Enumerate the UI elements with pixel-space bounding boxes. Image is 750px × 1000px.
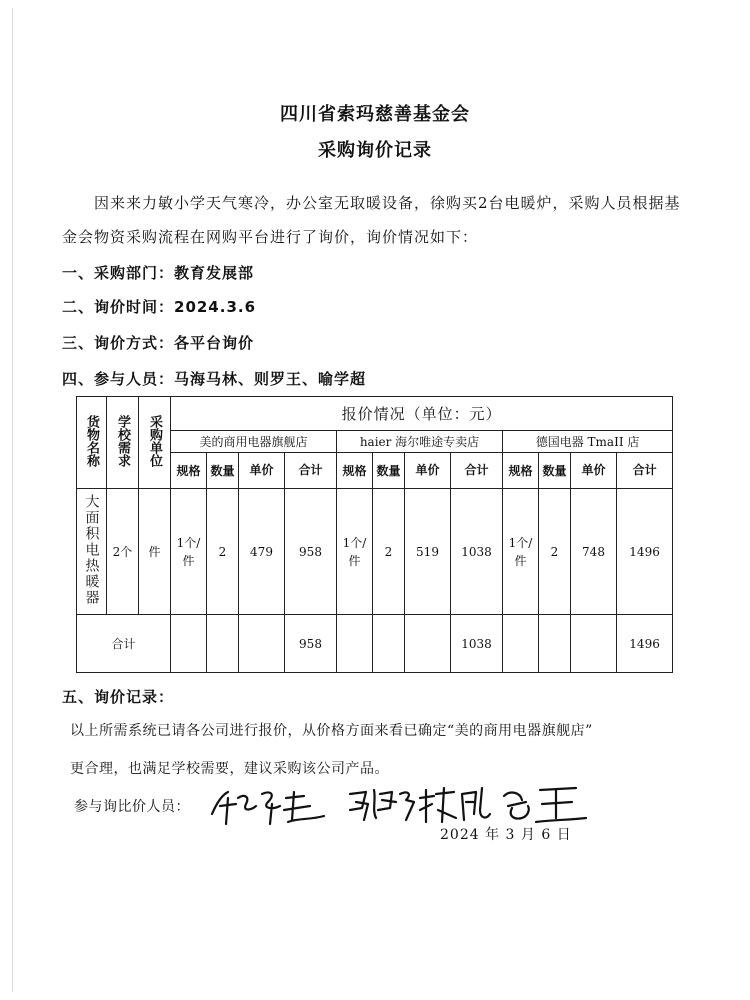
store-name: 德国电器 TmaII 店 [503, 431, 673, 453]
cell-spec: 1个/件 [171, 489, 207, 615]
subheader-total: 合计 [285, 453, 337, 489]
participants-label: 参与询比价人员： [74, 799, 190, 815]
cell-total: 1496 [617, 489, 673, 615]
section-record: 五、询价记录： [62, 688, 175, 706]
section-method: 三、询价方式：各平台询价 [62, 334, 255, 352]
total-value: 1038 [451, 615, 503, 673]
quote-header: 报价情况（单位：元） [171, 397, 673, 431]
subheader-qty: 数量 [207, 453, 239, 489]
cell-spec: 1个/件 [337, 489, 373, 615]
doc-title: 采购询价记录 [318, 140, 432, 161]
total-label: 合计 [77, 615, 171, 673]
section-time: 二、询价时间：2024.3.6 [62, 298, 257, 316]
store-name: haier 海尔唯途专卖店 [337, 431, 503, 453]
cell-need: 2个 [107, 489, 139, 615]
cell-spec: 1个/件 [503, 489, 539, 615]
cell-qty: 2 [207, 489, 239, 615]
cell-price: 479 [239, 489, 285, 615]
cell-qty: 2 [539, 489, 571, 615]
record-text-line-1: 以上所需系统已请各公司进行报价，从价格方面来看已确定“美的商用电器旗舰店” [70, 723, 593, 739]
header-unit: 采购单位 [139, 397, 171, 489]
table-row [77, 489, 673, 615]
cell-qty: 2 [373, 489, 405, 615]
cell-price: 519 [405, 489, 451, 615]
record-text-line-2: 更合理，也满足学校需要，建议采购该公司产品。 [70, 761, 389, 777]
section-dept: 一、采购部门：教育发展部 [62, 264, 255, 282]
subheader-qty: 数量 [539, 453, 571, 489]
subheader-price: 单价 [239, 453, 285, 489]
subheader-total: 合计 [617, 453, 673, 489]
header-need: 学校需求 [107, 397, 139, 489]
subheader-total: 合计 [451, 453, 503, 489]
document-date: 2024 年 3 月 6 日 [440, 827, 572, 843]
subheader-spec: 规格 [503, 453, 539, 489]
intro-paragraph: 因来来力敏小学天气寒冷，办公室无取暖设备，徐购买2台电暖炉，采购人员根据基金会物资采购流程在网购平台进行了询价，询价情况如下： [62, 194, 681, 246]
cell-goods: 大面积电热暖器 [77, 489, 107, 615]
signature-mahai-malin [346, 780, 460, 830]
subheader-spec: 规格 [337, 453, 373, 489]
total-row [77, 615, 673, 673]
org-title: 四川省索玛慈善基金会 [280, 104, 470, 125]
total-value: 1496 [617, 615, 673, 673]
cell-price: 748 [571, 489, 617, 615]
subheader-qty: 数量 [373, 453, 405, 489]
subheader-price: 单价 [405, 453, 451, 489]
store-name: 美的商用电器旗舰店 [171, 431, 337, 453]
cell-total: 1038 [451, 489, 503, 615]
cell-unit: 件 [139, 489, 171, 615]
quote-table [76, 396, 673, 673]
signature-ze-luowang [456, 780, 592, 830]
section-people: 四、参与人员：马海马林、则罗王、喻学超 [62, 370, 367, 388]
signature-yu-xuechao [206, 780, 330, 830]
header-goods: 货物名称 [77, 397, 107, 489]
subheader-price: 单价 [571, 453, 617, 489]
total-value: 958 [285, 615, 337, 673]
subheader-spec: 规格 [171, 453, 207, 489]
cell-total: 958 [285, 489, 337, 615]
